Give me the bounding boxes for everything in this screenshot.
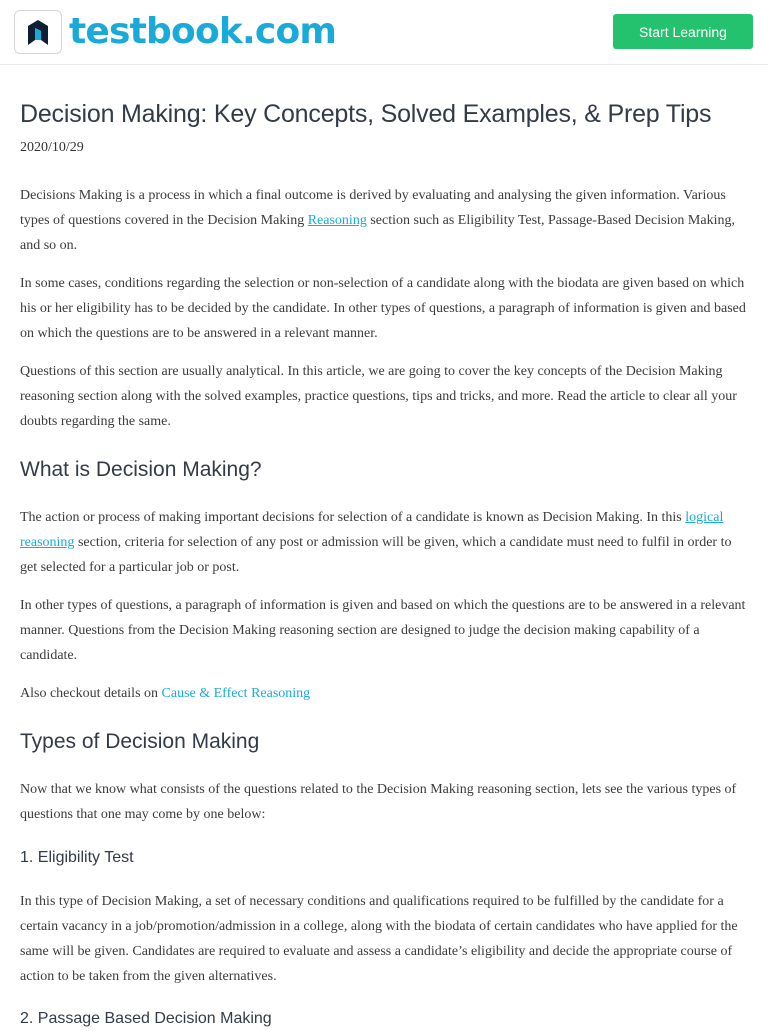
types-heading: Types of Decision Making	[20, 730, 260, 753]
passage-based-heading: 2. Passage Based Decision Making	[20, 1010, 272, 1027]
article-title: Decision Making: Key Concepts, Solved Examples, & Prep Tips	[20, 100, 712, 128]
start-learning-button[interactable]: Start Learning	[613, 14, 753, 49]
intro-paragraph-3: Questions of this section are usually analytical. In this article, we are going to cover the key concepts of the Decision Making reasoning section along with the solved examples, practice questions, tips and tricks, and more. Read the article to clear all your doubts regarding the same.	[20, 364, 737, 429]
logical-reasoning-link[interactable]: logical reasoning	[20, 510, 724, 550]
what-is-heading: What is Decision Making?	[20, 458, 262, 481]
logo-wordmark: testbook.com	[69, 11, 337, 52]
testbook-logo-icon	[14, 10, 62, 54]
eligibility-test-heading: 1. Eligibility Test	[20, 849, 134, 866]
article-date: 2020/10/29	[20, 140, 84, 155]
intro-paragraph-1: Decisions Making is a process in which a final outcome is derived by evaluating and analysing the given information. Various types of questions covered in the Decision Making Reasoning section such as Eligibility Test, Passage-Based Decision Making, and so on.	[20, 188, 735, 253]
intro-paragraph-2: In some cases, conditions regarding the selection or non-selection of a candidate along with the biodata are given based on which his or her eligibility has to be decided by the candidate. In other types of questions, a paragraph of information is given and based on which the questions are to be answered in a relevant manner.	[20, 276, 746, 341]
eligibility-test-paragraph: In this type of Decision Making, a set of necessary conditions and qualifications required to be fulfilled by the candidate for a certain vacancy in a job/promotion/admission in a college, along with the biodata of certain candidates who have applied for the same will be given. Candidates are required to evaluate and assess a candidate’s eligibility and decide the appropriate course of action to be taken from the given alternatives.	[20, 894, 738, 984]
types-intro-paragraph: Now that we know what consists of the questions related to the Decision Making reasoning section, lets see the various types of questions that one may come by one below:	[20, 782, 737, 822]
site-logo[interactable]	[14, 10, 336, 54]
site-header	[0, 0, 768, 65]
also-checkout-paragraph: Also checkout details on Cause & Effect Reasoning	[20, 686, 311, 701]
what-paragraph-1: The action or process of making important decisions for selection of a candidate is known as Decision Making. In this logical reasoning section, criteria for selection of any post or admission will be given, which a candidate must need to fulfil in order to get selected for a particular job or post.	[20, 510, 732, 575]
article	[20, 96, 752, 1031]
what-paragraph-2: In other types of questions, a paragraph of information is given and based on which the questions are to be answered in a relevant manner. Questions from the Decision Making reasoning section are designed to judge the decision making capability of a candidate.	[20, 598, 746, 663]
cause-effect-reasoning-link[interactable]: Cause & Effect Reasoning	[161, 686, 311, 701]
reasoning-link[interactable]: Reasoning	[307, 213, 367, 228]
